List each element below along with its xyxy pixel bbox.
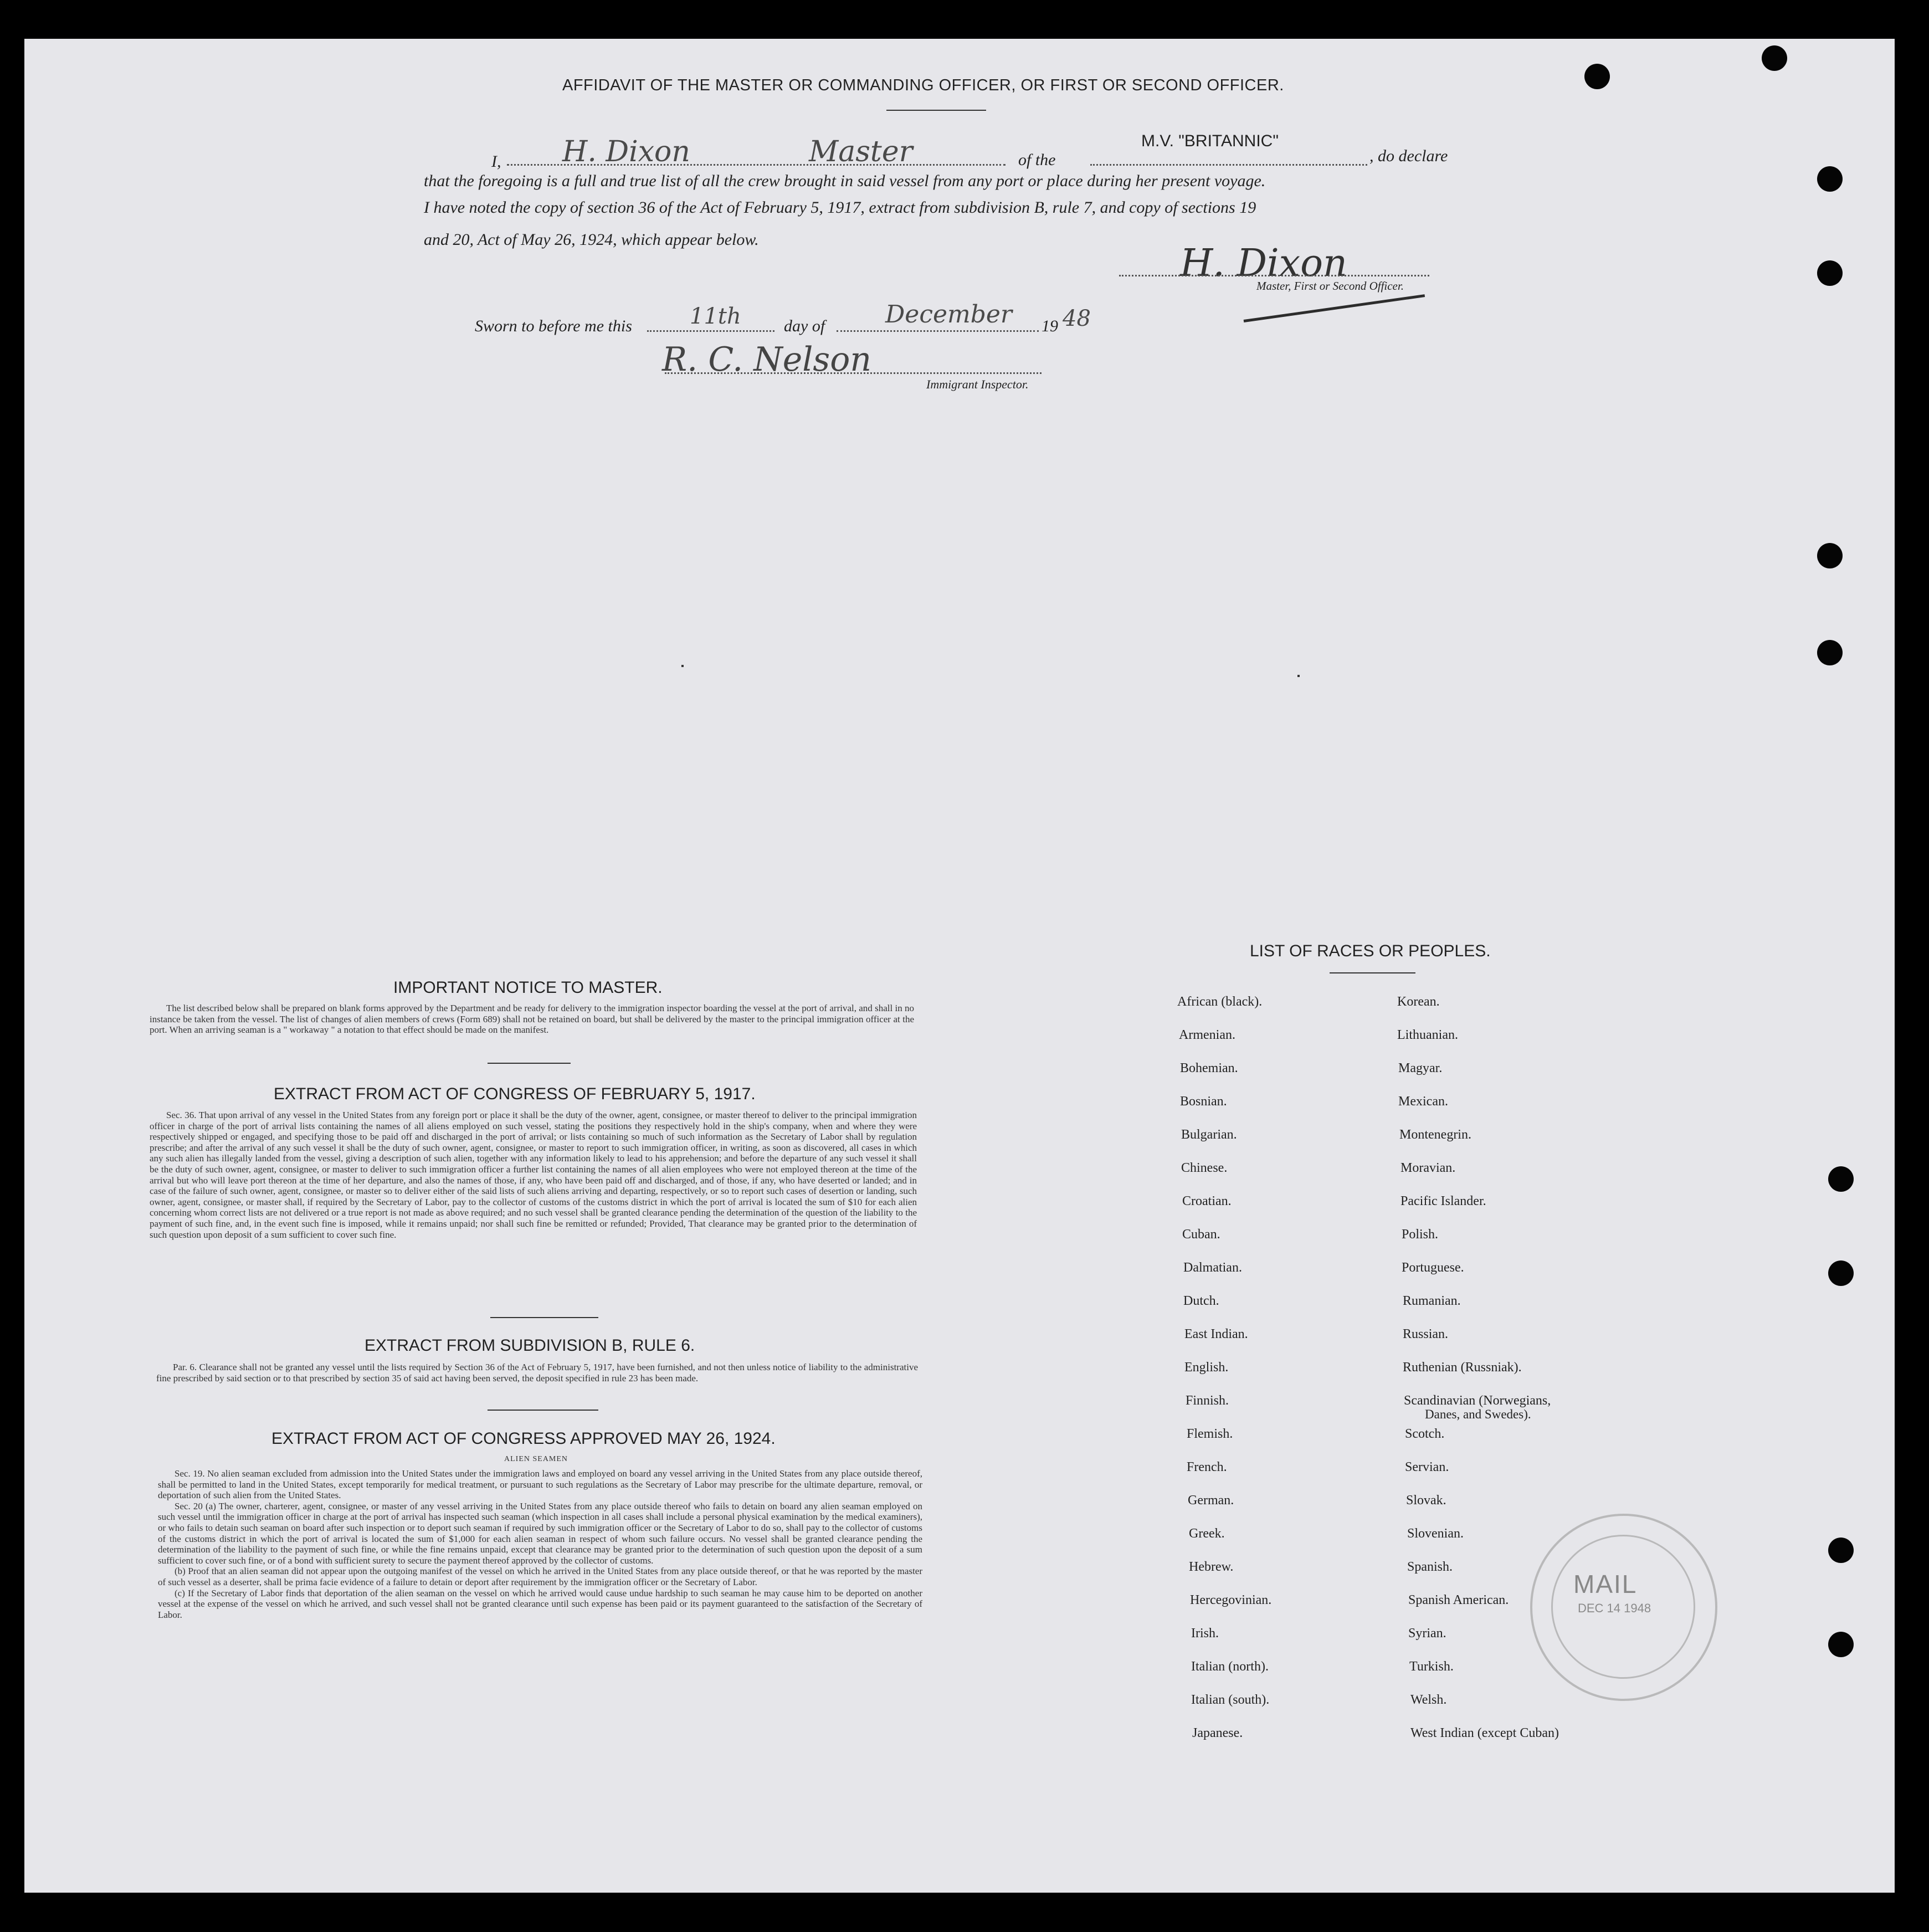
punch-hole [1817,260,1843,286]
sworn-month-handwriting: December [885,300,1012,329]
day-of-label: day of [784,317,825,335]
race-item: Portuguese. [1402,1260,1464,1275]
section-36-text: Sec. 36. That upon arrival of any vessel in the United States from any foreign port or place it shall be the duty of the owner, agent, consignee, or master thereof to deliver to the principal immigration officer in charge of the port of arrival lists containing the names of all aliens employed on such vessel, stating the positions they respectively hold in the ship's company, when and where they were respectively shipped or engaged, and specifying those to be paid off and discharged in the port of arrival; or lists containing so much of such information as the Secretary of Labor shall by regulation prescribe; and after the arrival of any such vessel it shall be the duty of such owner, agent, consignee, or master to report to such immigration officer, in writing, as soon as discovered, all cases in which any such alien has illegally landed from the vessel, giving a description of such alien, together with any information likely to lead to his apprehension; and before the departure of any such vessel it shall be the duty of such owner, agent, consignee, or master to deliver to such immigration officer a further list containing the names of all alien employees who were not employed thereon at the time of the arrival but who will leave port thereon at the time of her departure, and also the names of those, if any, who have been paid off and discharged, and of those, if any, who have deserted or landed; and in case of the failure of such owner, agent, consignee, or master so to deliver either of the said lists of such aliens arriving and departing, respectively, or so to report such cases of desertion or landing, such owner, agent, consignee, or master shall, if required by the Secretary of Labor, pay to the collector of customs of the customs district in which the port of arrival is located the sum of $10 for each alien concerning whom correct lists are not delivered or a true report is not made as above required; and no such vessel shall be granted clearance pending the determination of the question of the liability to the payment of such fine, and, in the event such fine is imposed, while it remains unpaid; nor shall such fine be remitted or refunded; Provided, That clearance may be granted prior to the determination of such question upon deposit of a sum sufficient to cover such fine. [150,1110,917,1240]
affidavit-title: AFFIDAVIT OF THE MASTER OR COMMANDING OFFICER, OR FIRST OR SECOND OFFICER. [562,76,1284,94]
race-item: Japanese. [1192,1726,1243,1740]
sworn-day-handwriting: 11th [690,304,741,329]
inspector-signature: R. C. Nelson [662,340,871,379]
race-item: Magyar. [1398,1061,1443,1075]
race-item: Armenian. [1179,1028,1235,1042]
race-item: Ruthenian (Russniak). [1403,1360,1522,1375]
race-item: Turkish. [1409,1659,1454,1674]
extract-1924-title: EXTRACT FROM ACT OF CONGRESS APPROVED MAY 26, 1924. [271,1429,776,1448]
punch-hole [1762,45,1787,71]
race-item: Welsh. [1410,1693,1447,1707]
race-item: Dutch. [1183,1294,1219,1308]
race-item: Polish. [1402,1227,1439,1242]
sworn-month-line [837,330,1039,332]
notice-title: IMPORTANT NOTICE TO MASTER. [393,978,663,997]
do-declare-label: , do declare [1369,147,1448,165]
race-item: Bohemian. [1180,1061,1238,1075]
race-item: Syrian. [1408,1626,1446,1641]
divider [488,1410,598,1411]
divider [886,110,986,111]
race-scandinavian-continued: Danes, and Swedes). [1425,1407,1531,1421]
race-item: Russian. [1403,1327,1449,1341]
year-handwriting: 48 [1063,306,1091,331]
signature-caption: Master, First or Second Officer. [1256,279,1404,293]
races-title: LIST OF RACES OR PEOPLES. [1250,942,1491,960]
inspector-caption: Immigrant Inspector. [926,377,1029,391]
inspector-line [665,372,1042,374]
section-20a-text: Sec. 20 (a) The owner, charterer, agent, consignee, or master of any vessel arriving in the United States from any place outside thereof who fails to detain on board any alien seaman employed on such vessel until the immigration officer in charge at the port of arrival has inspected such seaman (which inspection in all cases shall include a personal physical examination by the medical examiners), or who fails to detain such seaman on board after such inspection or to deport such seaman if required by such immigration officer or the Secretary of Labor to do so, shall pay to the collector of customs of the customs district in which the port of arrival is located the sum of $1,000 for each alien seaman in respect of whom such failure occurs. No vessel shall be granted clearance pending the determination of the liability to the payment of such fine, or while the fine remains unpaid, except that clearance may be granted prior to the determination of such question upon the deposit of a sum sufficient to cover such fine, or of a bond with sufficient surety to secure the payment thereof approved by the collector of customs. [158,1500,922,1566]
master-name-handwriting: H. Dixon [562,135,690,168]
punch-hole [1584,64,1610,89]
sworn-day-line [647,330,774,332]
master-signature: H. Dixon [1180,242,1347,285]
race-item: Irish. [1191,1626,1219,1641]
divider [488,1063,571,1064]
race-item: Finnish. [1186,1393,1229,1408]
race-item: Hebrew. [1189,1560,1234,1574]
race-item: West Indian (except Cuban) [1410,1726,1559,1740]
punch-hole [1817,640,1843,665]
affidavit-line-4: and 20, Act of May 26, 1924, which appear below. [424,230,759,249]
race-item: Scotch. [1405,1427,1445,1441]
race-item: Bosnian. [1180,1094,1227,1109]
vessel-line [1090,164,1367,166]
sworn-prefix: Sworn to before me this [475,317,632,335]
section-20c-text: (c) If the Secretary of Labor finds that deportation of the alien seaman on the vessel on which he arrived would cause undue hardship to such seaman he may cause him to be deported on another vessel at the expense of the vessel on which he arrived, and such vessel shall not be granted clearance until such expense has been paid or its payment guaranteed to the satisfaction of the Secretary of Labor. [158,1587,922,1620]
race-item: Lithuanian. [1397,1028,1458,1042]
race-item: Slovenian. [1407,1526,1464,1541]
race-item: Korean. [1397,995,1440,1009]
race-item: Scandinavian (Norwegians, [1404,1393,1551,1408]
subdivision-title: EXTRACT FROM SUBDIVISION B, RULE 6. [365,1336,695,1355]
extract-1917-title: EXTRACT FROM ACT OF CONGRESS OF FEBRUARY 5, 1917. [274,1085,756,1103]
vessel-name: M.V. "BRITANNIC" [1141,132,1279,150]
race-item: Flemish. [1187,1427,1233,1441]
affidavit-line-2: that the foregoing is a full and true list of all the crew brought in said vessel from any port or place during her present voyage. [424,172,1266,190]
postmark-date: DEC 14 1948 [1578,1601,1651,1615]
race-item: Chinese. [1181,1161,1228,1175]
race-item: East Indian. [1184,1327,1248,1341]
rule-6-text: Par. 6. Clearance shall not be granted any vessel until the lists required by Section 36 of the Act of February 5, 1917, have been furnished, and not then unless notice of liability to the administrative fine prescribed by said section or to that prescribed by section 35 of said act having been served, the deposit specified in rule 23 has been made. [156,1362,918,1383]
race-item: Mexican. [1398,1094,1448,1109]
extract-1924-paragraphs [158,1468,922,1620]
year-prefix: 19 [1042,317,1058,335]
alien-seamen-subtitle: ALIEN SEAMEN [504,1455,568,1463]
affidavit-line-3: I have noted the copy of section 36 of the Act of February 5, 1917, extract from subdivision B, rule 7, and copy of sections 19 [424,198,1256,217]
race-item: Croatian. [1182,1194,1232,1208]
extract-1917-paragraph [150,1110,917,1240]
punch-hole [1817,166,1843,192]
race-item: Slovak. [1406,1493,1446,1508]
race-item: Spanish American. [1408,1593,1509,1607]
divider [490,1317,598,1318]
race-item: English. [1184,1360,1229,1375]
race-item: Italian (north). [1191,1659,1269,1674]
speck [1297,675,1300,677]
race-item: Hercegovinian. [1190,1593,1272,1607]
race-item: French. [1187,1460,1227,1474]
race-item: Cuban. [1182,1227,1220,1242]
race-item: African (black). [1177,995,1263,1009]
punch-hole [1828,1538,1854,1563]
race-item: Dalmatian. [1183,1260,1242,1275]
punch-hole [1817,543,1843,568]
divider [1330,972,1415,973]
section-20b-text: (b) Proof that an alien seaman did not appear upon the outgoing manifest of the vessel on which he arrived in the United States from any place outside thereof, or that he was reported by the master of such vessel as a deserter, shall be prima facie evidence of a failure to detain or deport after requirement by the immigration officer or the Secretary of Labor. [158,1566,922,1587]
punch-hole [1828,1260,1854,1286]
subdivision-paragraph [156,1362,918,1383]
master-title-handwriting: Master [809,135,913,168]
of-the-label: of the [1018,151,1056,169]
race-item: Moravian. [1400,1161,1456,1175]
notice-text: The list described below shall be prepared on blank forms approved by the Department and be ready for delivery to the immigration inspector boarding the vessel at the port of arrival, and shall in no instance be taken from the vessel. The list of changes of alien members of crews (Form 689) shall not be retained on board, but shall be delivered by the master to the principal immigration officer at the port. When an arriving seaman is a " workaway " a notation to that effect should be made on the manifest. [150,1003,914,1036]
race-item: Servian. [1405,1460,1449,1474]
race-item: Greek. [1189,1526,1225,1541]
race-item: German. [1188,1493,1234,1508]
race-item: Italian (south). [1191,1693,1270,1707]
section-19-text: Sec. 19. No alien seaman excluded from admission into the United States under the immigration laws and employed on board any vessel arriving in the United States from any place outside thereof, shall be permitted to land in the United States, except temporarily for medical treatment, or pursuant to such regulations as the Secretary of Labor may prescribe for the ultimate departure, removal, or deportation of such alien from the United States. [158,1468,922,1501]
punch-hole [1828,1166,1854,1192]
punch-hole [1828,1632,1854,1657]
notice-paragraph [150,1003,914,1036]
race-item: Montenegrin. [1399,1128,1471,1142]
race-item: Bulgarian. [1181,1128,1237,1142]
race-item: Rumanian. [1403,1294,1461,1308]
speck [681,665,684,667]
signature-line [1119,275,1429,276]
postmark-text: MAIL [1573,1570,1638,1598]
race-item: Spanish. [1407,1560,1453,1574]
i-label: I, [491,152,501,171]
race-item: Pacific Islander. [1400,1194,1486,1208]
